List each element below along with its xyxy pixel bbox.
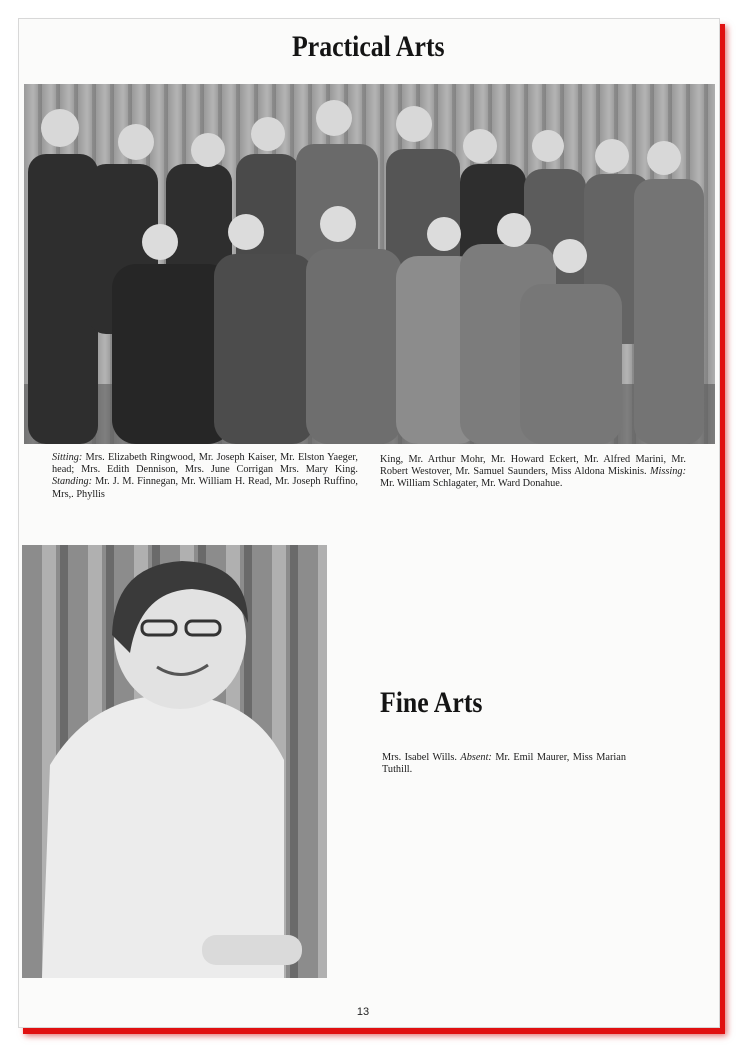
practical-arts-caption-right <box>380 454 686 491</box>
absent-label: Absent: <box>460 752 492 763</box>
missing-label: Missing: <box>649 466 686 478</box>
standing-label: Standing: <box>52 476 93 488</box>
fine-arts-names: Mrs. Isabel Wills. <box>382 752 461 763</box>
practical-arts-caption-left <box>52 452 358 501</box>
sitting-label: Sitting: <box>52 452 83 463</box>
portrait-photo-image <box>22 545 327 978</box>
page-title: Practical Arts <box>292 30 445 63</box>
fine-arts-title: Fine Arts <box>380 686 483 719</box>
standing-names-continued: King, Mr. Arthur Mohr, Mr. Howard Eckert, Mr. Alfred Marini, Mr. Robert Westover, Mr. Samuel Saunders, Miss Aldona Miskinis. <box>380 454 686 478</box>
portrait-photo <box>22 545 327 978</box>
show-through-text <box>470 40 476 74</box>
absent-names: Mr. Emil Maurer, Miss Marian Tuthill. <box>382 752 626 776</box>
group-photo <box>24 84 715 444</box>
standing-names: Mr. J. M. Finnegan, Mr. William H. Read, Mr. Joseph Ruffino, Mrs,. Phyllis <box>52 476 358 500</box>
sitting-names: Mrs. Elizabeth Ringwood, Mr. Joseph Kaiser, Mr. Elston Yaeger, head; Mrs. Edith Dennison, Mrs. June Corrigan Mrs. Mary King. <box>52 452 358 476</box>
missing-names: Mr. William Schlagater, Mr. Ward Donahue. <box>380 478 563 490</box>
group-photo-image <box>24 84 715 444</box>
fine-arts-caption <box>382 752 626 776</box>
page-number: 13 <box>356 1006 370 1018</box>
